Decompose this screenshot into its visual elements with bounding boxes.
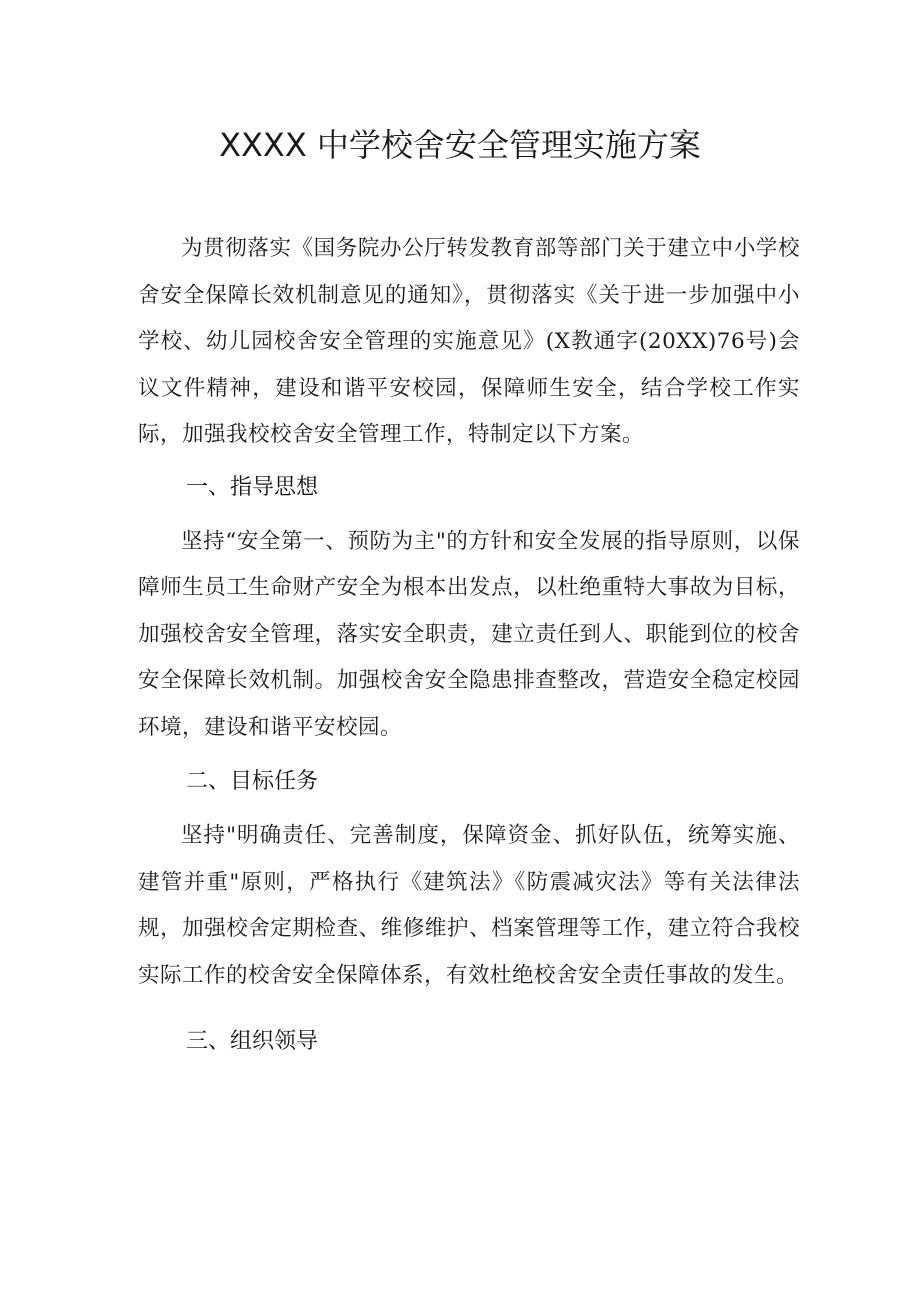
section-body-goals-tasks: 坚持"明确责任、完善制度，保障资金、抓好队伍，统筹实施、建管并重"原则，严格执行《建筑法》《防震减灾法》等有关法律法规，加强校舍定期检查、维修维护、档案管理等工作，建立符合我校实际工作的校舍安全保障体系，有效杜绝校舍安全责任事故的发生。 [138,823,800,988]
section-heading-goals-tasks: 二、目标任务 [186,769,319,794]
document-title: XXXX 中学校舍安全管理实施方案 [219,126,701,164]
section-heading-organization-leadership: 三、组织领导 [186,1029,319,1054]
section-heading-guiding-ideology: 一、指导思想 [186,474,319,500]
intro-paragraph: 为贯彻落实《国务院办公厅转发教育部等部门关于建立中小学校舍安全保障长效机制意见的通知》，贯彻落实《关于进一步加强中小学校、幼儿园校舍安全管理的实施意见》(X教通字(20XX)76号)会议文件精神，建设和谐平安校园，保障师生安全，结合学校工作实际，加强我校校舍安全管理工作，特制定以下方案。 [138,236,800,447]
section-body-guiding-ideology: 坚持“安全第一、预防为主"的方针和安全发展的指导原则，以保障师生员工生命财产安全为根本出发点，以杜绝重特大事故为目标，加强校舍安全管理，落实安全职责，建立责任到人、职能到位的校舍安全保障长效机制。加强校舍安全隐患排查整改，营造安全稳定校园环境，建设和谐平安校园。 [138,528,800,740]
